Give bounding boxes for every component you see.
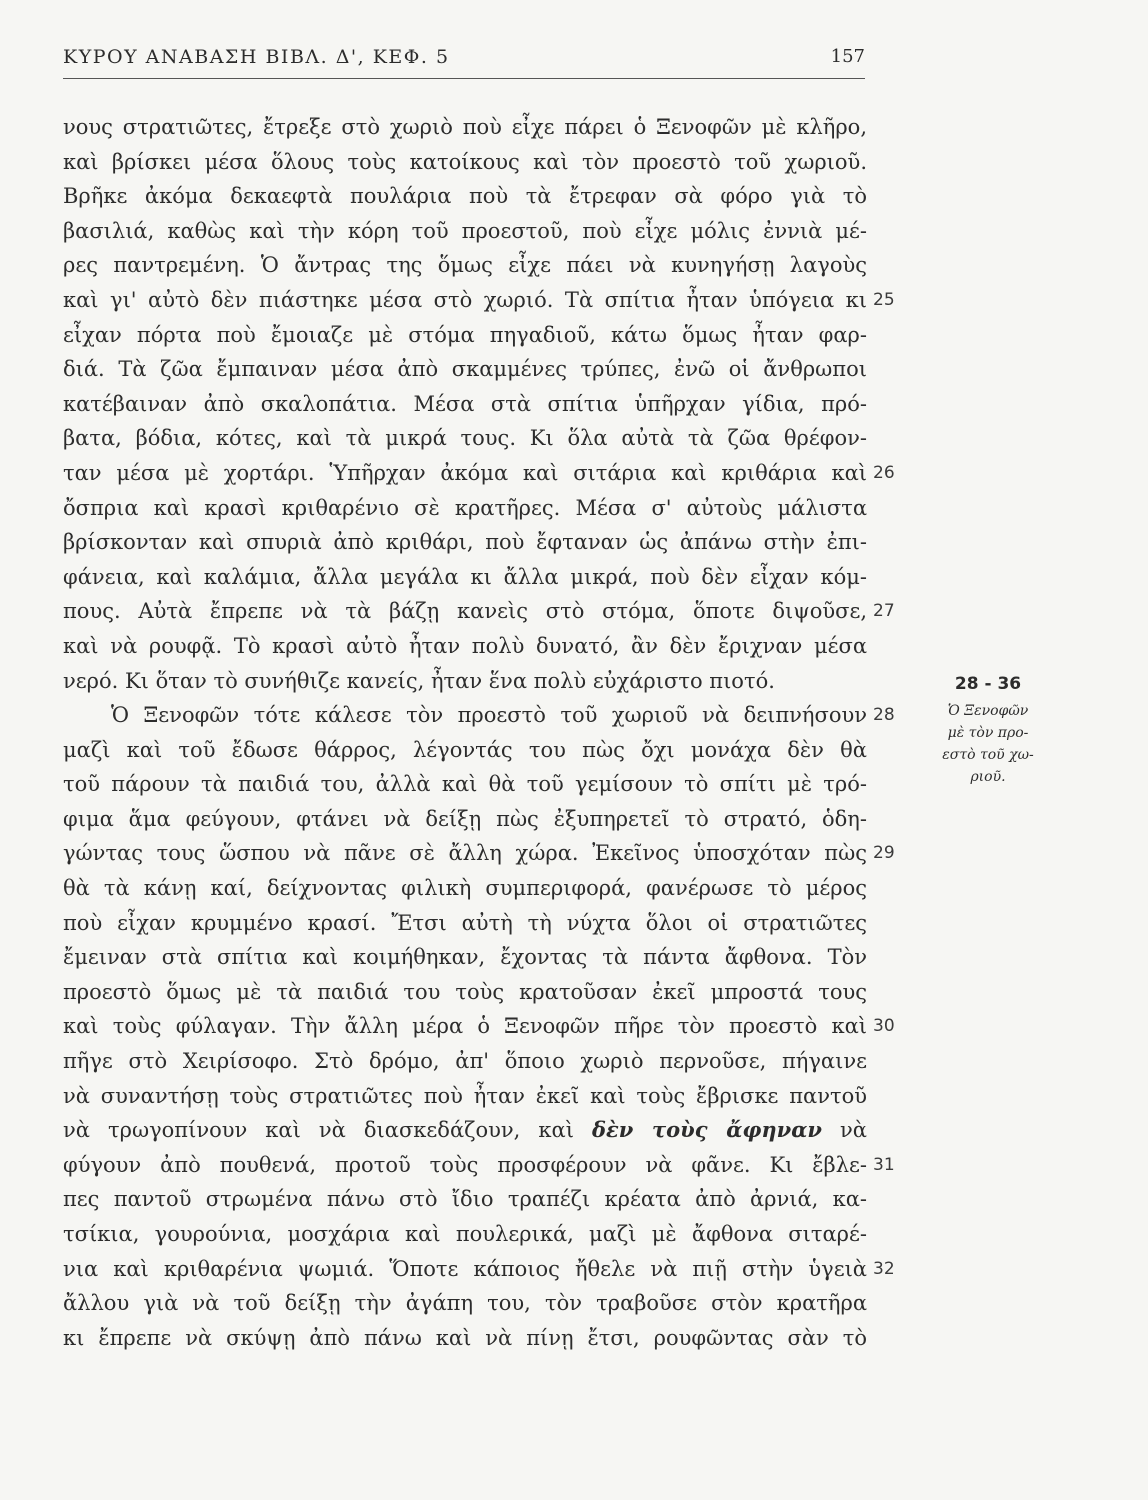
text-line-wrap [63,1148,895,1183]
text-line: προεστὸ ὅμως μὲ τὰ παιδιά του τοὺς κρατοῦσαν ἐκεῖ μπροστά τους [63,979,867,1004]
text-line: βατα, βόδια, κότες, καὶ τὰ μικρά τους. Κι ὅλα αὐτὰ τὰ ζῶα θρέφον- [63,426,867,451]
text-line: θὰ τὰ κάνῃ καί, δείχνοντας φιλικὴ συμπεριφορά, φανέρωσε τὸ μέρος [63,876,867,901]
text-line: πες παντοῦ στρωμένα πάνω στὸ ἴδιο τραπέζι κρέατα ἀπὸ ἀρνιά, κα- [63,1187,867,1212]
text-line: νους στρατιῶτες, ἔτρεξε στὸ χωριὸ ποὺ εἶχε πάρει ὁ Ξενοφῶν μὲ κλῆρο, [63,115,867,139]
running-title: ΚΥΡΟΥ ΑΝΑΒΑΣΗ ΒΙΒΛ. Δ', ΚΕΦ. 5 [63,46,450,68]
text-line: νὰ τρωγοπίνουν καὶ νὰ διασκεδάζουν, καὶ [63,1118,574,1143]
text-line-wrap [63,456,895,491]
text-line-wrap [63,836,895,871]
text-line: γώντας τους ὥσπου νὰ πᾶνε σὲ ἄλλη χώρα. Ἐκεῖνος ὑποσχόταν πὼς [63,841,867,866]
text-line-wrap [63,1009,895,1044]
text-line: καὶ νὰ ρουφᾷ. Τὸ κρασὶ αὐτὸ ἦταν πολὺ δυνατό, ἂν δὲν ἔριχναν μέσα [63,633,867,658]
section-number-28: 28 [873,705,895,726]
section-number-30: 30 [873,1016,895,1037]
text-line-wrap [63,698,895,733]
text-line: καὶ γι' αὐτὸ δὲν πιάστηκε μέσα στὸ χωριό. Τὰ σπίτια ἦταν ὑπόγεια κι [63,287,867,312]
text-line-wrap [63,594,895,629]
text-line-end: νὰ [840,1118,867,1143]
text-line-wrap [63,283,895,318]
text-line: κι ἔπρεπε νὰ σκύψῃ ἀπὸ πάνω καὶ νὰ πίνῃ ἔτσι, ρουφῶντας σὰν τὸ [63,1325,867,1350]
text-line: ἔμειναν στὰ σπίτια καὶ κοιμήθηκαν, ἔχοντας τὰ πάντα ἄφθονα. Τὸν [63,945,867,970]
text-line: ποὺ εἶχαν κρυμμένο κρασί. Ἔτσι αὐτὴ τὴ νύχτα ὅλοι οἱ στρατιῶτες [63,910,867,935]
text-line: ρες παντρεμένη. Ὁ ἄντρας της ὅμως εἶχε πάει νὰ κυνηγήσῃ λαγοὺς [63,253,867,278]
text-line: πῆγε στὸ Χειρίσοφο. Στὸ δρόμο, ἀπ' ὅποιο χωριὸ περνοῦσε, πήγαινε [63,1049,867,1074]
section-number-29: 29 [873,843,895,864]
text-line: φύγουν ἀπὸ πουθενά, προτοῦ τοὺς προσφέρουν νὰ φᾶνε. Κι ἔβλε- [63,1152,867,1177]
text-line: τοῦ πάρουν τὰ παιδιά του, ἀλλὰ καὶ θὰ τοῦ γεμίσουν τὸ σπίτι μὲ τρό- [63,772,867,797]
section-number-25: 25 [873,289,895,310]
text-line: βασιλιά, καθὼς καὶ τὴν κόρη τοῦ προεστοῦ, ποὺ εἶχε μόλις ἐννιὰ μέ- [63,218,867,243]
section-number-31: 31 [873,1154,895,1175]
text-line: κατέβαιναν ἀπὸ σκαλοπάτια. Μέσα στὰ σπίτια ὑπῆρχαν γίδια, πρό- [63,391,867,416]
text-line: νια καὶ κριθαρένια ψωμιά. Ὅποτε κάποιος ἤθελε νὰ πιῇ στὴν ὑγειὰ [63,1256,867,1281]
sidenote-line: εστὸ τοῦ χω- [942,747,1034,763]
text-line: τσίκια, γουρούνια, μοσχάρια καὶ πουλερικά, μαζὶ μὲ ἄφθονα σιταρέ- [63,1222,867,1246]
text-line: πους. Αὐτὰ ἔπρεπε νὰ τὰ βάζῃ κανεὶς στὸ στόμα, ὅποτε διψοῦσε, [63,599,867,624]
sidenote-line: Ὁ Ξενοφῶν [947,703,1029,719]
margin-sidenote [928,670,1048,788]
text-line: μαζὶ καὶ τοῦ ἔδωσε θάρρος, λέγοντάς του πὼς ὄχι μονάχα δὲν θὰ [63,737,867,762]
text-line: φιμα ἅμα φεύγουν, φτάνει νὰ δείξῃ πὼς ἐξυπηρετεῖ τὸ στρατό, ὁδη- [63,806,867,831]
text-line: ταν μέσα μὲ χορτάρι. Ὑπῆρχαν ἀκόμα καὶ σιτάρια καὶ κριθάρια καὶ [63,460,867,485]
sidenote-line: μὲ τὸν προ- [947,725,1029,741]
page-number: 157 [830,46,865,67]
emphasized-phrase: δὲν τοὺς ἄφηναν [592,1117,822,1143]
text-line: Ὁ Ξενοφῶν τότε κάλεσε τὸν προεστὸ τοῦ χωριοῦ νὰ δειπνήσουν [111,703,867,728]
running-header [63,44,865,79]
text-line: νερό. Κι ὅταν τὸ συνήθιζε κανείς, ἦταν ἕνα πολὺ εὐχάριστο πιοτό. [63,668,775,693]
text-line: ὄσπρια καὶ κρασὶ κριθαρένιο σὲ κρατῆρες. Μέσα σ' αὐτοὺς μάλιστα [63,495,867,520]
text-line-wrap [63,1252,895,1287]
text-line: εἶχαν πόρτα ποὺ ἔμοιαζε μὲ στόμα πηγαδιοῦ, κάτω ὅμως ἦταν φαρ- [63,322,867,347]
body-text [63,110,895,1355]
section-number-32: 32 [873,1258,895,1279]
section-number-26: 26 [873,462,895,483]
text-line: φάνεια, καὶ καλάμια, ἄλλα μεγάλα κι ἄλλα μικρά, ποὺ δὲν εἶχαν κόμ- [63,564,867,589]
text-line: διά. Τὰ ζῶα ἔμπαιναν μέσα ἀπὸ σκαμμένες τρύπες, ἐνῶ οἱ ἄνθρωποι [63,357,867,382]
text-line: ἄλλου γιὰ νὰ τοῦ δείξῃ τὴν ἀγάπη του, τὸν τραβοῦσε στὸν κρατῆρα [63,1291,867,1316]
text-line: νὰ συναντήσῃ τοὺς στρατιῶτες ποὺ ἦταν ἐκεῖ καὶ τοὺς ἔβρισκε παντοῦ [63,1083,867,1108]
section-number-27: 27 [873,601,895,622]
text-line: καὶ τοὺς φύλαγαν. Τὴν ἄλλη μέρα ὁ Ξενοφῶν πῆρε τὸν προεστὸ καὶ [63,1014,867,1039]
text-line-wrap [63,1113,867,1148]
text-line: Βρῆκε ἀκόμα δεκαεφτὰ πουλάρια ποὺ τὰ ἔτρεφαν σὰ φόρο γιὰ τὸ [63,184,867,209]
sidenote-range: 28 - 36 [954,674,1022,694]
text-line: βρίσκονταν καὶ σπυριὰ ἀπὸ κριθάρι, ποὺ ἔφταναν ὡς ἀπάνω στὴν ἐπι- [63,530,867,555]
text-line: καὶ βρίσκει μέσα ὅλους τοὺς κατοίκους καὶ τὸν προεστὸ τοῦ χωριοῦ. [63,149,867,174]
sidenote-line: ριοῦ. [970,769,1006,785]
